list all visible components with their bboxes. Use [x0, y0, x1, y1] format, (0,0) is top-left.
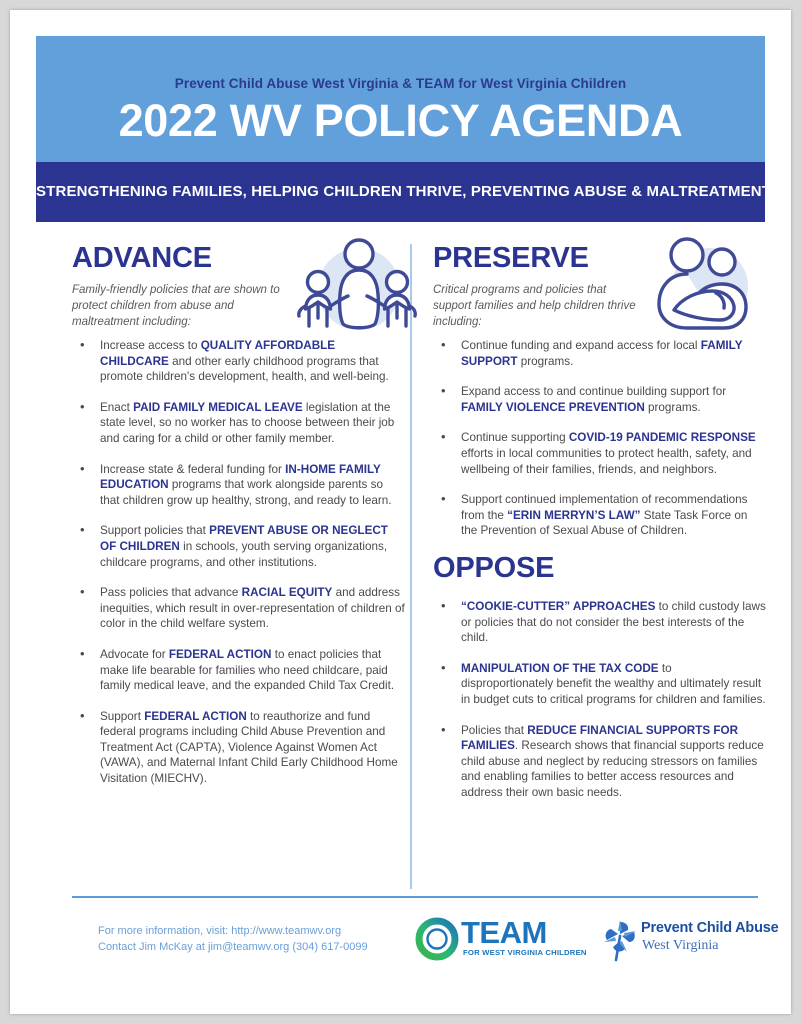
- bullet-text: Continue funding and expand access for local FAMILY SUPPORT programs.: [461, 339, 743, 368]
- team-logo: [414, 915, 587, 968]
- team-logo-name: TEAM: [461, 915, 547, 950]
- header-tagline-bar: [36, 162, 772, 222]
- preserve-header: [433, 234, 766, 338]
- preserve-subtitle: Critical programs and policies that support families and help children thrive including:: [433, 284, 636, 328]
- list-item: [72, 400, 405, 447]
- oppose-title: OPPOSE: [433, 551, 555, 584]
- advance-bullet-list: [72, 338, 405, 787]
- bullet-text: Increase access to QUALITY AFFORDABLE CHILDCARE and other early childhood programs that promote children's development, health, and well-being.: [100, 339, 389, 384]
- list-item: [433, 338, 766, 369]
- preserve-title: PRESERVE: [433, 242, 589, 274]
- advance-column: [72, 234, 405, 889]
- bullet-text: Increase state & federal funding for IN-HOME FAMILY EDUCATION programs that work alongside parents so that children grow up healthy, strong, and ready to learn.: [100, 462, 392, 507]
- team-ring-icon: [414, 916, 460, 962]
- footer: [36, 908, 779, 998]
- pca-logo-name: Prevent Child Abuse: [641, 920, 779, 936]
- contact-email-phone[interactable]: Contact Jim McKay at jim@teamwv.org (304) 617-0099: [98, 941, 368, 953]
- parent-holding-infant-icon: [654, 236, 758, 341]
- bullet-text: Pass policies that advance RACIAL EQUITY and address inequities, which result in over-representation of children of color in the child welfare system.: [100, 586, 405, 631]
- list-item: [72, 462, 405, 509]
- bullet-text: Support FEDERAL ACTION to reauthorize and fund federal programs including Child Abuse Prevention and Treatment Act (CAPTA), Violence Against Women Act (VAWA), and Maternal Infant Child Early Childhood Home Visitation (MIECHV).: [100, 709, 398, 786]
- advance-title: ADVANCE: [72, 242, 212, 274]
- list-item: [433, 430, 766, 477]
- advance-header: [72, 234, 405, 338]
- list-item: [433, 384, 766, 415]
- contact-info: [98, 923, 368, 955]
- bullet-text: “COOKIE-CUTTER” APPROACHES to child custody laws or policies that do not consider the best interests of the child.: [461, 599, 766, 645]
- list-item: [433, 492, 766, 539]
- preserve-bullet-list: [433, 338, 766, 539]
- bullet-text: Enact PAID FAMILY MEDICAL LEAVE legislation at the state level, so no worker has to choose between their job and caring for a child or other family member.: [100, 400, 395, 445]
- list-item: [72, 338, 405, 385]
- header-tagline: STRENGTHENING FAMILIES, HELPING CHILDREN THRIVE, PREVENTING ABUSE & MALTREATMENT: [36, 183, 772, 200]
- oppose-header: [433, 551, 766, 584]
- bullet-text: MANIPULATION OF THE TAX CODE to disproportionately benefit the wealthy and ultimately result in budget cuts to critical programs for children and families.: [461, 661, 766, 706]
- bullet-text: Expand access to and continue building support for FAMILY VIOLENCE PREVENTION programs.: [461, 385, 727, 414]
- content-columns: [36, 234, 765, 889]
- footer-divider: [72, 896, 758, 898]
- bullet-text: Advocate for FEDERAL ACTION to enact policies that make life bearable for families who need childcare, paid family medical leave, and the expanded Child Tax Credit.: [100, 647, 395, 693]
- contact-website[interactable]: For more information, visit: http://www.teamwv.org: [98, 925, 342, 937]
- advance-subtitle: Family-friendly policies that are shown to protect children from abuse and maltreatment including:: [72, 284, 280, 328]
- pca-logo-state: West Virginia: [642, 938, 719, 953]
- bullet-text: Support policies that PREVENT ABUSE OR NEGLECT OF CHILDREN in schools, youth serving organizations, childcare programs, and other institutions.: [100, 524, 388, 569]
- list-item: [72, 647, 405, 694]
- team-logo-tagline: FOR WEST VIRGINIA CHILDREN: [463, 948, 587, 957]
- oppose-bullet-list: [433, 599, 766, 801]
- prevent-child-abuse-logo: [601, 918, 779, 968]
- pinwheel-icon: [601, 918, 639, 962]
- policy-agenda-page: [10, 10, 791, 1014]
- header-banner: [36, 36, 765, 162]
- bullet-text: Continue supporting COVID-19 PANDEMIC RESPONSE efforts in local communities to protect health, safety, and wellbeing of their families, friends, and neighbors.: [461, 431, 756, 476]
- list-item: [433, 723, 766, 801]
- page-title: 2022 WV POLICY AGENDA: [118, 95, 683, 146]
- list-item: [433, 661, 766, 708]
- list-item: [72, 709, 405, 787]
- list-item: [433, 599, 766, 646]
- list-item: [72, 585, 405, 632]
- bullet-text: Support continued implementation of recommendations from the “ERIN MERRYN’S LAW” State Task Force on the Prevention of Sexual Abuse of Children.: [461, 493, 748, 538]
- preserve-column: [433, 234, 766, 889]
- header-organizations: Prevent Child Abuse West Virginia & TEAM for West Virginia Children: [174, 76, 627, 91]
- list-item: [72, 523, 405, 570]
- family-parent-two-children-icon: [297, 234, 417, 343]
- bullet-text: Policies that REDUCE FINANCIAL SUPPORTS FOR FAMILIES. Research shows that financial supports reduce child abuse and neglect by reducing stressors on families and enabling families to better access resources and address their own basic needs.: [461, 723, 764, 799]
